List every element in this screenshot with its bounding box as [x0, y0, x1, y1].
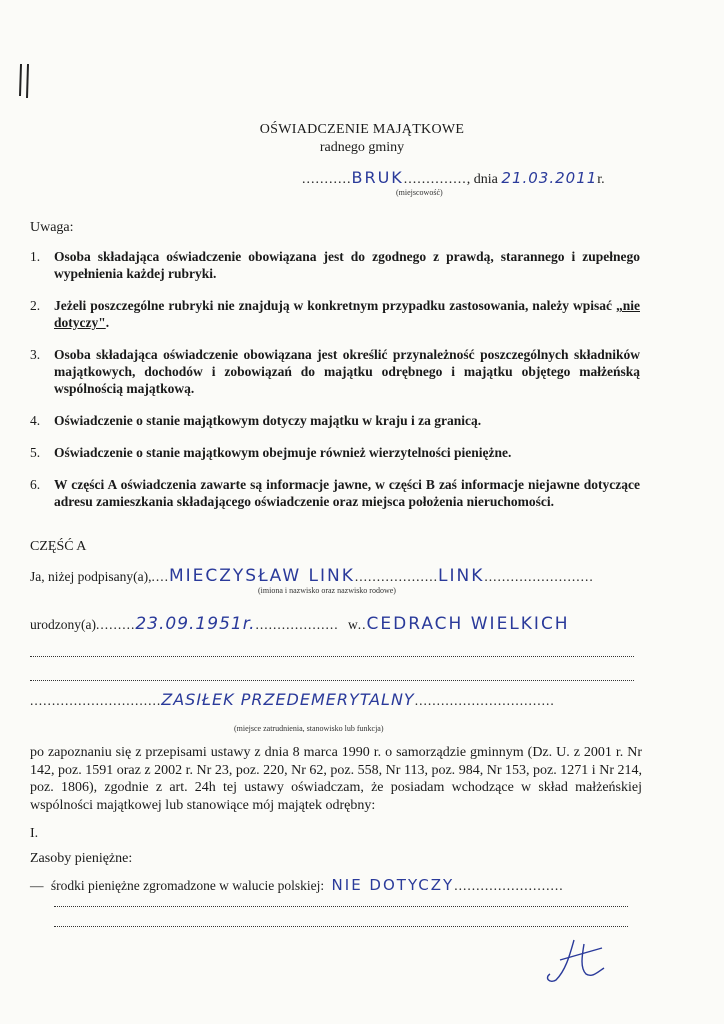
born-date: 23.09.1951r. [135, 614, 256, 634]
place-value: BRUK [351, 168, 404, 187]
blank-line-3 [54, 906, 628, 907]
margin-marker [16, 62, 36, 107]
instruction-5: 5. Oświadczenie o stanie majątkowym obejmuje również wierzytelności pieniężne. [30, 445, 512, 460]
place-caption: (miejscowość) [396, 188, 443, 197]
cash-value: NIE DOTYCZY [331, 876, 455, 894]
instruction-1: 1. Osoba składająca oświadczenie obowiązana jest do zgodnego z prawdą, starannego i zupełnego wypełnienia każdej rubryki. [30, 249, 640, 281]
date-prefix: , dnia [466, 172, 498, 187]
born-line: urodzony(a).........23.09.1951r.................... w..CEDRACH WIELKICH [30, 614, 570, 634]
section-1-label: Zasoby pieniężne: [30, 851, 133, 866]
instruction-6: 6. W części A oświadczenia zawarte są informacje jawne, w części B zaś informacje niejawne dotyczące adresu zamieszkania składającego oświadczenie oraz miejsca położenia nieruchomości. [30, 477, 640, 509]
section-1-heading: I. [30, 826, 39, 841]
employment-line: ..............................ZASIŁEK PRZEDEMERYTALNY................................ [30, 690, 555, 709]
initials-signature [540, 934, 610, 995]
born-place: CEDRACH WIELKICH [366, 614, 570, 634]
uwaga-label: Uwaga: [30, 220, 74, 235]
declaration-text: po zapoznaniu się z przepisami ustawy z dnia 8 marca 1990 r. o samorządzie gminnym (Dz. U. z 2001 r. Nr 142, poz. 1591 oraz z 2002 r. Nr 23, poz. 220, Nr 62, poz. 558, Nr 113, poz. 984, Nr 153, poz. 1271 i Nr 214, poz. 1806), zgodnie z art. 24h tej ustawy oświadczam, że posiadam wchodzące w skład małżeńskiej wspólności majątkowej lub stanowiące mój majątek odrębny: [30, 745, 642, 813]
blank-line-2 [30, 680, 634, 681]
signer-caption: (imiona i nazwisko oraz nazwisko rodowe) [258, 586, 396, 595]
blank-line-1 [30, 656, 634, 657]
place-date-line: ...........BRUK.............., dnia 21.03.2011r. [302, 168, 605, 187]
employment-caption: (miejsce zatrudnienia, stanowisko lub funkcja) [234, 724, 384, 733]
date-suffix: r. [597, 172, 605, 187]
employment-value: ZASIŁEK PRZEDEMERYTALNY [161, 690, 415, 709]
document-title: OŚWIADCZENIE MAJĄTKOWE [259, 122, 465, 137]
instruction-3: 3. Osoba składająca oświadczenie obowiązana jest określić przynależność poszczególnych składników majątkowych, dochodów i zobowiązań do majątku odrębnego i majątku objętego małżeńską wspólnością majątkową. [30, 347, 640, 396]
signer-line: Ja, niżej podpisany(a),....MIECZYSŁAW LINK...................LINK......................... [30, 566, 594, 586]
date-value: 21.03.2011 [501, 169, 598, 187]
cash-line: — środki pieniężne zgromadzone w walucie polskiej: NIE DOTYCZY......................... [30, 876, 564, 894]
blank-line-4 [54, 926, 628, 927]
signer-family-name: LINK [438, 566, 485, 586]
document-subtitle: radnego gminy [319, 140, 405, 155]
part-a-heading: CZĘŚĆ A [30, 539, 87, 554]
instruction-2: 2. Jeżeli poszczególne rubryki nie znajdują w konkretnym przypadku zastosowania, należy wpisać „nie dotyczy". [30, 298, 640, 330]
instruction-4: 4. Oświadczenie o stanie majątkowym dotyczy majątku w kraju i za granicą. [30, 413, 482, 428]
signer-name: MIECZYSŁAW LINK [168, 566, 355, 586]
